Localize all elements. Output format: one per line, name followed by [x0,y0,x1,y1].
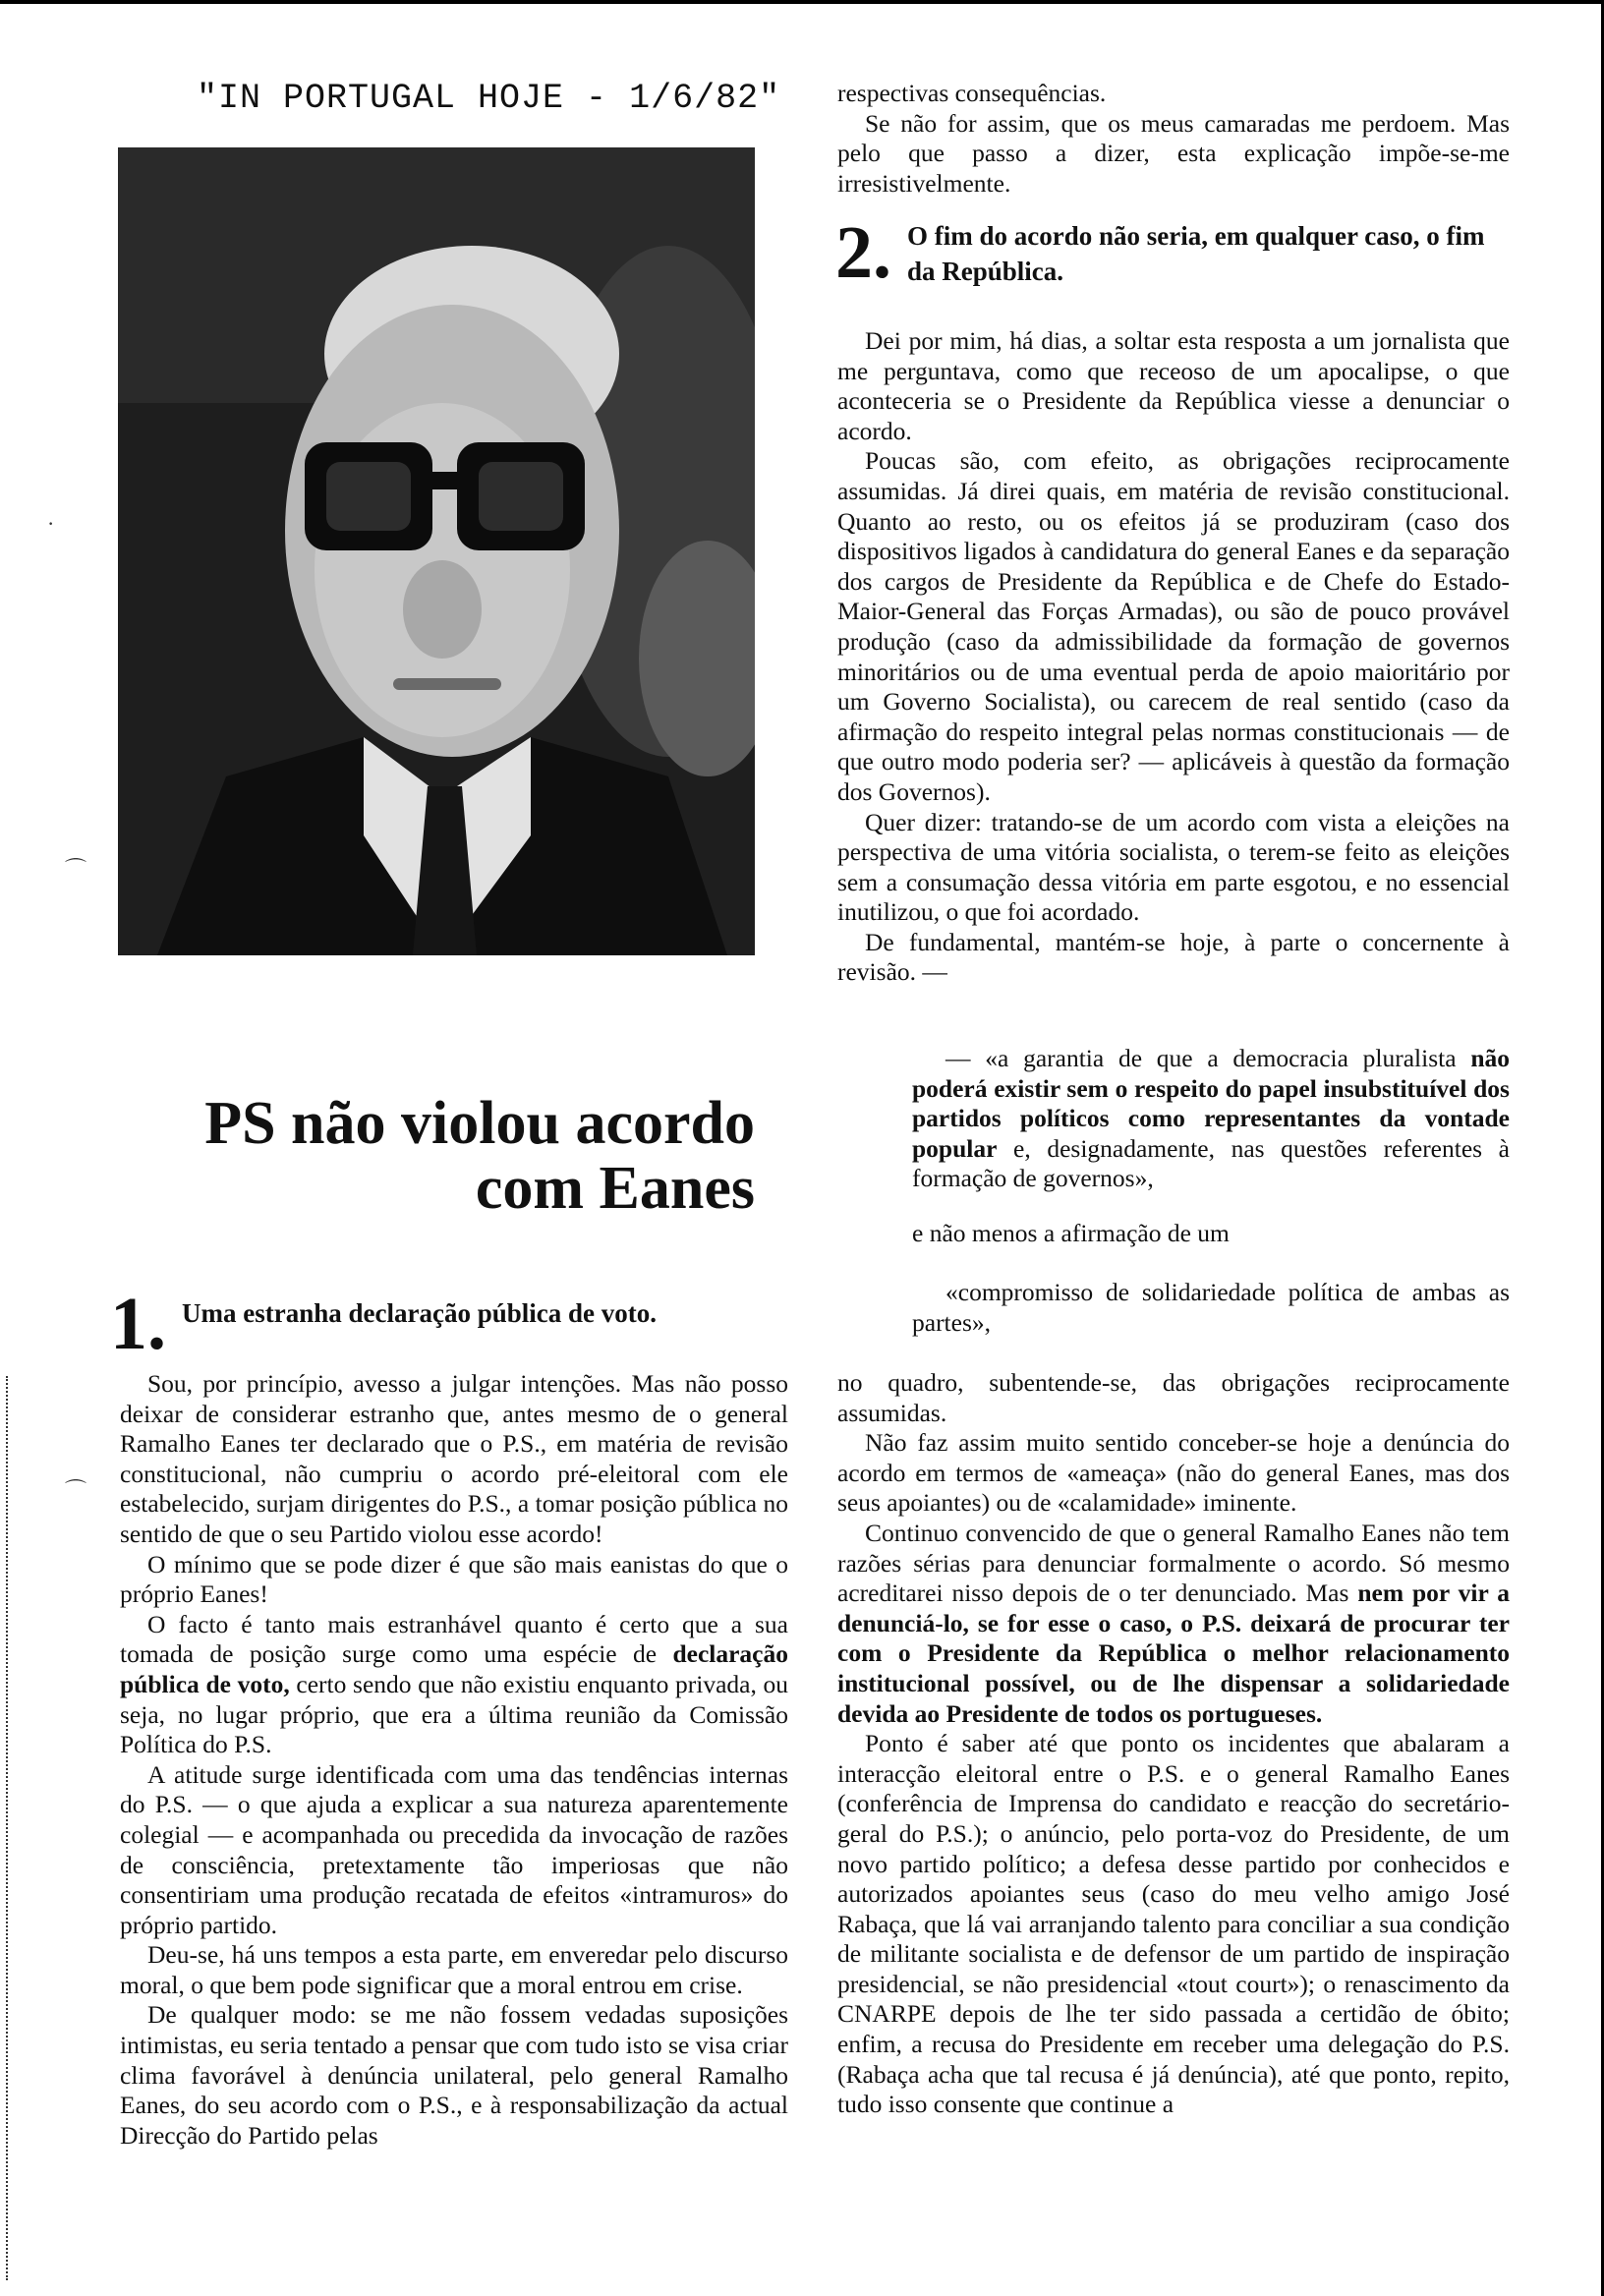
section-2-body [837,326,1510,988]
paragraph: Poucas são, com efeito, as obrigações reciprocamente assumidas. Já direi quais, em matéria de revisão constitucional. Quanto ao resto, ou os efeitos já se produziram (caso dos dispositivos ligados à candidatura do general Eanes e da separação dos cargos de Presidente da República e de Chefe do Estado-Maior-General das Forças Armadas), ou são de pouco provável produção (caso da admissibilidade da formação de governos minoritários ou de uma eventual perda de apoio maioritário por um Governo Socialista), ou carecem de real sentido (caso da afirmação do respeito integral pelas normas constitucionais — de que outro modo poderia ser? — aplicáveis à questão da formação dos Governos). [837,446,1510,806]
top-border [0,0,1604,4]
paragraph: Deu-se, há uns tempos a esta parte, em enveredar pelo discurso moral, o que bem pode significar que a moral entrou em crise. [120,1940,788,1999]
quote-2: «compromisso de solidariedade política de ambas as partes», [912,1278,1510,1337]
right-column-bottom [837,1368,1510,2120]
section-2-title: O fim do acordo não seria, em qualquer caso, o fim da República. [907,221,1485,286]
paragraph: Quer dizer: tratando-se de um acordo com vista a eleições na perspectiva de uma vitória socialista, o terem-se feito as eleições sem a consumação dessa vitória em parte esgotou, e no essencial inutilizou, o que foi acordado. [837,807,1510,927]
headline [98,1091,755,1221]
paragraph: Continuo convencido de que o general Ramalho Eanes não tem razões sérias para denunciar formalmente o acordo. Só mesmo acreditarei nisso depois de o ter denunciado. Mas nem por vir a denunciá-lo, se for esse o caso, o P.S. deixará de procurar ter com o Presidente da República o melhor relacionamento institucional possível, ou de lhe dispensar a solidariedade devida ao Presidente de todos os portugueses. [837,1518,1510,1728]
source-line: "IN PORTUGAL HOJE - 1/6/82" [197,79,781,118]
paragraph: no quadro, subentende-se, das obrigações reciprocamente assumidas. [837,1368,1510,1427]
paragraph: De qualquer modo: se me não fossem vedadas suposições intimistas, eu seria tentado a pensar que com tudo isto se visa criar clima favorável à denúncia unilateral, pelo general Ramalho Eanes, do seu acordo com o P.S., e à responsabilização da actual Direcção do Partido pelas [120,2000,788,2150]
quote-connector: e não menos a afirmação de um [912,1219,1230,1247]
paragraph: Ponto é saber até que ponto os incidentes que abalaram a interacção eleitoral entre o P.S. e o general Ramalho Eanes (conferência de Imprensa do candidato e reacção do secretário-geral do P.S.); o anúncio, pelo porta-voz do Presidente, de um novo partido político; a defesa desse partido por conhecidos e autorizados apoiantes seus (caso do meu velho amigo José Rabaça, que lá vai arranjando talento para conciliar a sua condição de militante socialista e de defensor de um partido de inspiração presidencial, se não presidencial «tout court»); o renascimento da CNARPE depois de lhe ter sido passada a certidão de óbito; enfim, a recusa do Presidente em receber uma delegação do P.S. (Rabaça acha que tal recusa é já denúncia), até que ponto, repito, tudo isso consente que continue a [837,1729,1510,2119]
section-1-number: 1. [110,1283,166,1365]
margin-mark: ⌒ [65,1478,87,1503]
section-2-heading [835,211,1514,294]
section-1-heading [110,1283,759,1365]
margin-mark: · [47,511,55,536]
left-column [120,1369,788,2151]
portrait-image [118,147,755,955]
paragraph: O facto é tanto mais estranhável quanto é certo que a sua tomada de posição surge como uma espécie de declaração pública de voto, certo sendo que não existiu enquanto privada, ou seja, no lugar próprio, que era a última reunião da Comissão Política do P.S. [120,1609,788,1759]
headline-line-2: com Eanes [475,1155,755,1222]
section-2-number: 2. [835,211,891,294]
headline-line-1: PS não violou acordo [204,1090,755,1157]
paragraph: De fundamental, mantém-se hoje, à parte o concernente à revisão. — [837,927,1510,987]
paragraph: Sou, por princípio, avesso a julgar intenções. Mas não posso deixar de considerar estranho que, antes mesmo de o general Ramalho Eanes ter declarado que o P.S., em matéria de revisão constitucional, não cumpriu o acordo pré-eleitoral com ele estabelecido, surjam dirigentes do P.S., a tomar posição pública no sentido de que o seu Partido violou esse acordo! [120,1369,788,1548]
quote-1: — «a garantia de que a democracia pluralista não poderá existir sem o respeito do papel insubstituível dos partidos políticos como representantes da vontade popular e, designadamente, nas questões referentes à formação de governos», [912,1044,1510,1193]
paragraph: Se não for assim, que os meus camaradas me perdoem. Mas pelo que passo a dizer, esta explicação impõe-se-me irresistivelmente. [837,108,1510,198]
right-column-top [837,79,1510,199]
section-1-title: Uma estranha declaração pública de voto. [182,1298,657,1328]
paragraph: respectivas consequências. [837,79,1107,107]
paragraph: Não faz assim muito sentido conceber-se hoje a denúncia do acordo em termos de «ameaça» (não do general Eanes, mas dos seus apoiantes) ou de «calamidade» iminente. [837,1428,1510,1518]
paragraph: Dei por mim, há dias, a soltar esta resposta a um jornalista que me perguntava, como que receoso de um apocalipse, o que aconteceria se o Presidente da República viesse a denunciar o acordo. [837,326,1510,445]
bold-emphasis: declaração pública de voto, [120,1639,788,1698]
left-edge-dots [6,1376,9,2280]
margin-mark: ⌒ [65,857,87,882]
bold-emphasis: não poderá existir sem o respeito do papel insubstituível dos partidos políticos como representantes da vontade popular [912,1044,1510,1163]
bold-emphasis: nem por vir a denunciá-lo, se for esse o caso, o P.S. deixará de procurar ter com o Presidente da República o melhor relacionamento institucional possível, ou de lhe dispensar a solidariedade devida ao Presidente de todos os portugueses. [837,1578,1510,1728]
portrait-photo [118,147,755,955]
paragraph: O mínimo que se pode dizer é que são mais eanistas do que o próprio Eanes! [120,1549,788,1609]
paragraph: A atitude surge identificada com uma das tendências internas do P.S. — o que ajuda a explicar a sua natureza aparentemente colegial — e acompanhada ou precedida da invocação de razões de consciência, pretextamente tão imperiosas que não consentiriam uma produção recatada de efeitos «intramuros» do próprio partido. [120,1759,788,1939]
